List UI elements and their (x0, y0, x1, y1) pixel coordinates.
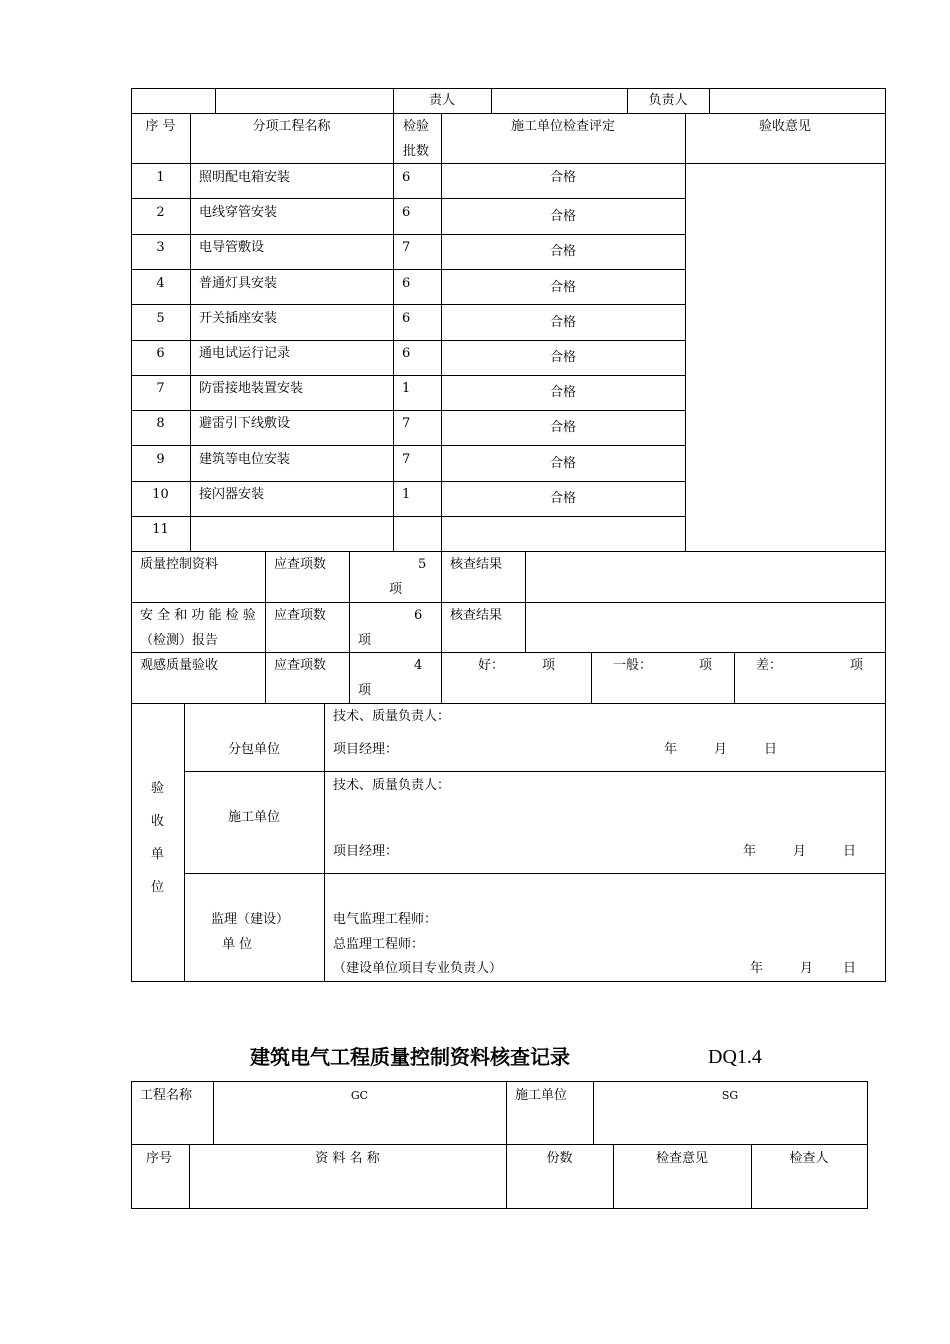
acceptance-units-char: 收 (151, 814, 165, 829)
row-eval: 合格 (549, 315, 576, 330)
row-seq: 7 (156, 381, 165, 396)
row-count: 6 (402, 276, 411, 291)
row-seq: 5 (156, 311, 165, 326)
row-seq: 11 (152, 522, 169, 537)
row-count: 6 (402, 346, 411, 361)
project-name-label: 工程名称 (140, 1088, 193, 1103)
second-header-doc-name: 资 料 名 称 (315, 1151, 380, 1166)
row-eval: 合格 (549, 209, 576, 224)
row-count: 7 (402, 416, 411, 431)
row-eval: 合格 (549, 170, 576, 185)
row-count: 6 (402, 170, 411, 185)
row-name: 照明配电箱安装 (199, 170, 291, 185)
header-batch-line2: 批数 (403, 144, 430, 159)
row-seq: 2 (156, 205, 165, 220)
second-header-inspection-opinion: 检查意见 (655, 1151, 708, 1166)
safety-result-label: 核查结果 (450, 608, 503, 623)
row-name: 防雷接地装置安装 (199, 381, 304, 396)
subcontractor-label: 分包单位 (227, 742, 280, 757)
subcontractor-tech: 技术、质量负责人： (333, 709, 451, 724)
row-name: 避雷引下线敷设 (199, 416, 291, 431)
row-count: 6 (402, 205, 411, 220)
row-name: 开关插座安装 (199, 311, 278, 326)
safety-label-line1: 安 全 和 功 能 检 验 (140, 608, 256, 623)
supervisor-chief-engineer: 总监理工程师： (333, 937, 425, 952)
subcontractor-year: 年 (664, 742, 678, 757)
header-seq: 序 号 (145, 119, 176, 134)
safety-count: 6 (414, 608, 423, 623)
supervisor-elec-engineer: 电气监理工程师： (333, 912, 438, 927)
row-count: 7 (402, 240, 411, 255)
row-seq: 4 (156, 276, 165, 291)
row-count: 6 (402, 311, 411, 326)
row-eval: 合格 (549, 350, 576, 365)
quality-control-unit: 项 (389, 582, 403, 597)
row-eval: 合格 (549, 280, 576, 295)
row-name: 普通灯具安装 (199, 276, 278, 291)
supervisor-label-line1: 监理（建设） (211, 912, 290, 927)
row-seq: 8 (156, 416, 165, 431)
supervisor-month: 月 (800, 961, 814, 976)
quality-control-count: 5 (418, 557, 427, 572)
appearance-good-item: 项 (542, 658, 556, 673)
acceptance-units-char: 验 (151, 781, 165, 796)
quality-control-label: 质量控制资料 (140, 557, 219, 572)
appearance-label: 观感质量验收 (140, 658, 219, 673)
supervisor-label-line2: 单 位 (222, 937, 253, 952)
subcontractor-pm: 项目经理： (333, 742, 399, 757)
contractor-month: 月 (793, 844, 807, 859)
appearance-good-label: 好： (478, 658, 505, 673)
responsible-label-2: 负责人 (648, 93, 688, 108)
safety-should-check: 应查项数 (274, 608, 327, 623)
construction-unit-label: 施工单位 (515, 1088, 568, 1103)
construction-unit-value: SG (721, 1089, 739, 1102)
second-form-title: 建筑电气工程质量控制资料核查记录 (250, 1045, 570, 1069)
row-eval: 合格 (549, 491, 576, 506)
row-name: 接闪器安装 (199, 487, 265, 502)
appearance-poor-item: 项 (850, 658, 864, 673)
second-header-seq: 序号 (146, 1151, 173, 1166)
row-seq: 10 (152, 487, 169, 502)
row-name: 通电试运行记录 (199, 346, 291, 361)
safety-unit: 项 (358, 633, 372, 648)
contractor-tech: 技术、质量负责人： (333, 778, 451, 793)
header-contractor-eval: 施工单位检查评定 (510, 119, 615, 134)
row-seq: 6 (156, 346, 165, 361)
header-acceptance-opinion: 验收意见 (758, 119, 811, 134)
acceptance-units-char: 位 (151, 880, 165, 895)
row-name: 电线穿管安装 (199, 205, 278, 220)
quality-control-should-check: 应查项数 (274, 557, 327, 572)
project-name-value: GC (350, 1089, 369, 1102)
appearance-general-item: 项 (699, 658, 713, 673)
contractor-day: 日 (843, 844, 857, 859)
safety-label-line2: （检测）报告 (140, 633, 219, 648)
appearance-general-label: 一般： (613, 658, 653, 673)
row-seq: 1 (156, 170, 165, 185)
subcontractor-month: 月 (714, 742, 728, 757)
row-eval: 合格 (549, 420, 576, 435)
header-item-name: 分项工程名称 (252, 119, 331, 134)
second-header-copies: 份数 (546, 1151, 573, 1166)
second-header-inspector: 检查人 (789, 1151, 829, 1166)
appearance-should-check: 应查项数 (274, 658, 327, 673)
contractor-label: 施工单位 (227, 810, 280, 825)
acceptance-units-char: 单 (151, 847, 165, 862)
appearance-unit: 项 (358, 683, 372, 698)
supervisor-year: 年 (750, 961, 764, 976)
appearance-count: 4 (414, 658, 423, 673)
header-batch-line1: 检验 (403, 119, 430, 134)
row-seq: 3 (156, 240, 165, 255)
row-count: 1 (402, 381, 411, 396)
row-eval: 合格 (549, 244, 576, 259)
contractor-year: 年 (743, 844, 757, 859)
row-eval: 合格 (549, 385, 576, 400)
quality-control-result-label: 核查结果 (450, 557, 503, 572)
supervisor-day: 日 (843, 961, 857, 976)
row-eval: 合格 (549, 456, 576, 471)
subcontractor-day: 日 (764, 742, 778, 757)
row-count: 1 (402, 487, 411, 502)
responsible-label-1: 责人 (428, 93, 455, 108)
appearance-poor-label: 差： (756, 658, 783, 673)
supervisor-owner-rep: （建设单位项目专业负责人） (333, 961, 503, 976)
contractor-pm: 项目经理： (333, 844, 399, 859)
row-name: 电导管敷设 (199, 240, 265, 255)
second-form-code: DQ1.4 (708, 1046, 762, 1068)
row-name: 建筑等电位安装 (199, 452, 291, 467)
row-seq: 9 (156, 452, 165, 467)
row-count: 7 (402, 452, 411, 467)
